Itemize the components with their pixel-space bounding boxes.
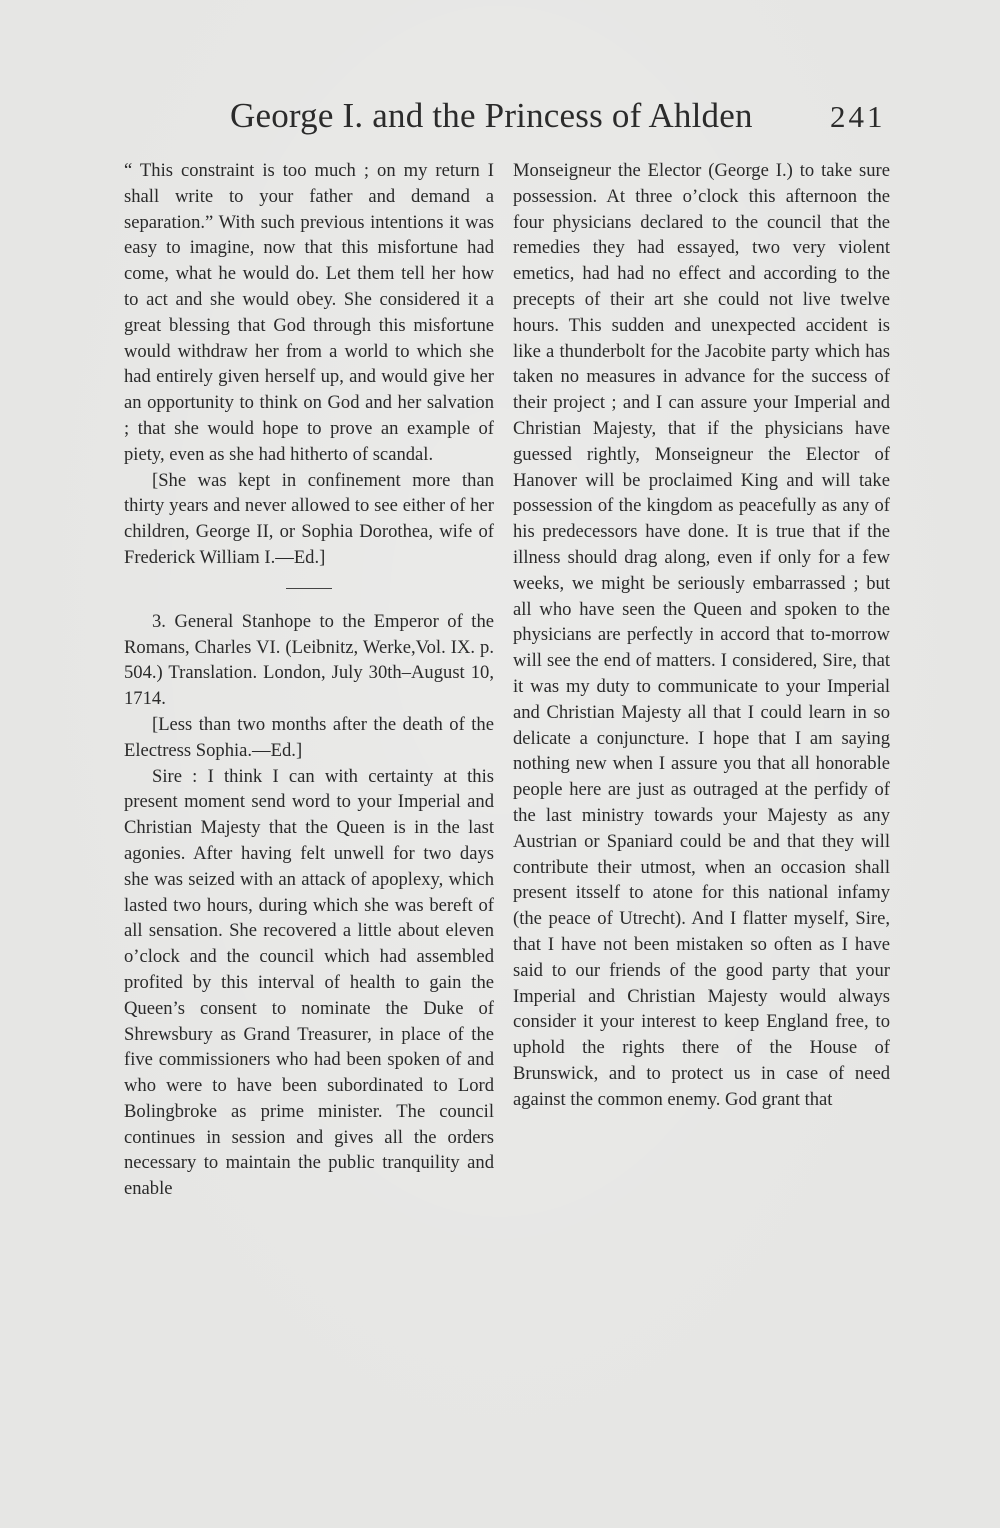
document-heading-paragraph: 3. General Stanhope to the Emperor of the Romans, Charles VI. (Leibnitz, Werke,Vol. IX. p. 504.) Translation. London, July 30th–August 10, 1714. [124, 610, 494, 710]
editor-note-paragraph: [She was kept in confinement more than thirty years and never allowed to see either of her children, George II, or Sophia Dorothea, wife of Frederick William I.—Ed.] [124, 469, 494, 568]
right-column [513, 158, 890, 1112]
letter-body-paragraph: Sire : I think I can with certainty at this present moment send word to your Imperial and Christian Majesty that the Queen is in the last agonies. After having felt unwell for two days she was seized with an attack of apoplexy, which lasted two hours, during which she was bereft of all sensation. She recovered a little about eleven o’clock and the council which had assembled profited by this interval of health to gain the Queen’s consent to nominate the Duke of Shrewsbury as Grand Treasurer, in place of the five commissioners who had been spoken of and who were to have been subordinated to Lord Bolingbroke as prime minister. The council continues in session and gives all the orders necessary to maintain the public tranquility and enable [124, 765, 494, 1200]
section-divider [286, 588, 332, 589]
letter-text-paragraph: “ This constraint is too much ; on my return I shall write to your father and demand a separation.” With such previous intentions it was easy to imagine, now that this misfortune had come, what he would do. Let them tell her how to act and she would obey. She considered it a great blessing that God through this misfortune would withdraw her from a world to which she had entirely given herself up, and would give her an opportunity to think on God and her salvation ; that she would hope to prove an example of piety, even as she had hitherto of scandal. [124, 160, 494, 465]
page-header [0, 96, 1000, 146]
editor-note-paragraph: [Less than two months after the death of the Electress Sophia.—Ed.] [124, 713, 494, 761]
page-number: 241 [830, 99, 886, 134]
left-column [124, 158, 494, 1202]
letter-body-continued-paragraph: Monseigneur the Elector (George I.) to take sure possession. At three o’clock this afternoon the four physicians declared to the council that the remedies they had essayed, two very violent emetics, had had no effect and according to the precepts of their art she could not live twelve hours. This sudden and unexpected accident is like a thunderbolt for the Jacobite party which has taken no measures in advance for the success of their project ; and I can assure your Imperial and Christian Majesty, that if the physicians have guessed rightly, Monseigneur the Elector of Hanover will be proclaimed King and will take possession of the kingdom as peacefully as any of his predecessors have done. It is true that if the illness should drag along, even if only for a few weeks, we might be seriously embarrassed ; but all who have seen the Queen and spoken to the physicians are perfectly in accord that to-morrow will see the end of matters. I considered, Sire, that it was my duty to communicate to your Imperial and Christian Majesty all that I could learn in so delicate a conjuncture. I hope that I am saying nothing new when I assure you that all honorable people here are just as outraged at the perfidy of the last ministry towards your Majesty as any Austrian or Spaniard could be and that they will contribute their utmost, when an occasion shall present itsself to atone for this national infamy (the peace of Utrecht). And I flatter myself, Sire, that I have not been mistaken so often as I have said to our friends of the good party that your Imperial and Christian Majesty would always consider it your interest to keep England free, to uphold the rights there of the House of Brunswick, and to protect us in case of need against the common enemy. God grant that [513, 160, 890, 1110]
running-title: George I. and the Princess of Ahlden [230, 96, 753, 135]
